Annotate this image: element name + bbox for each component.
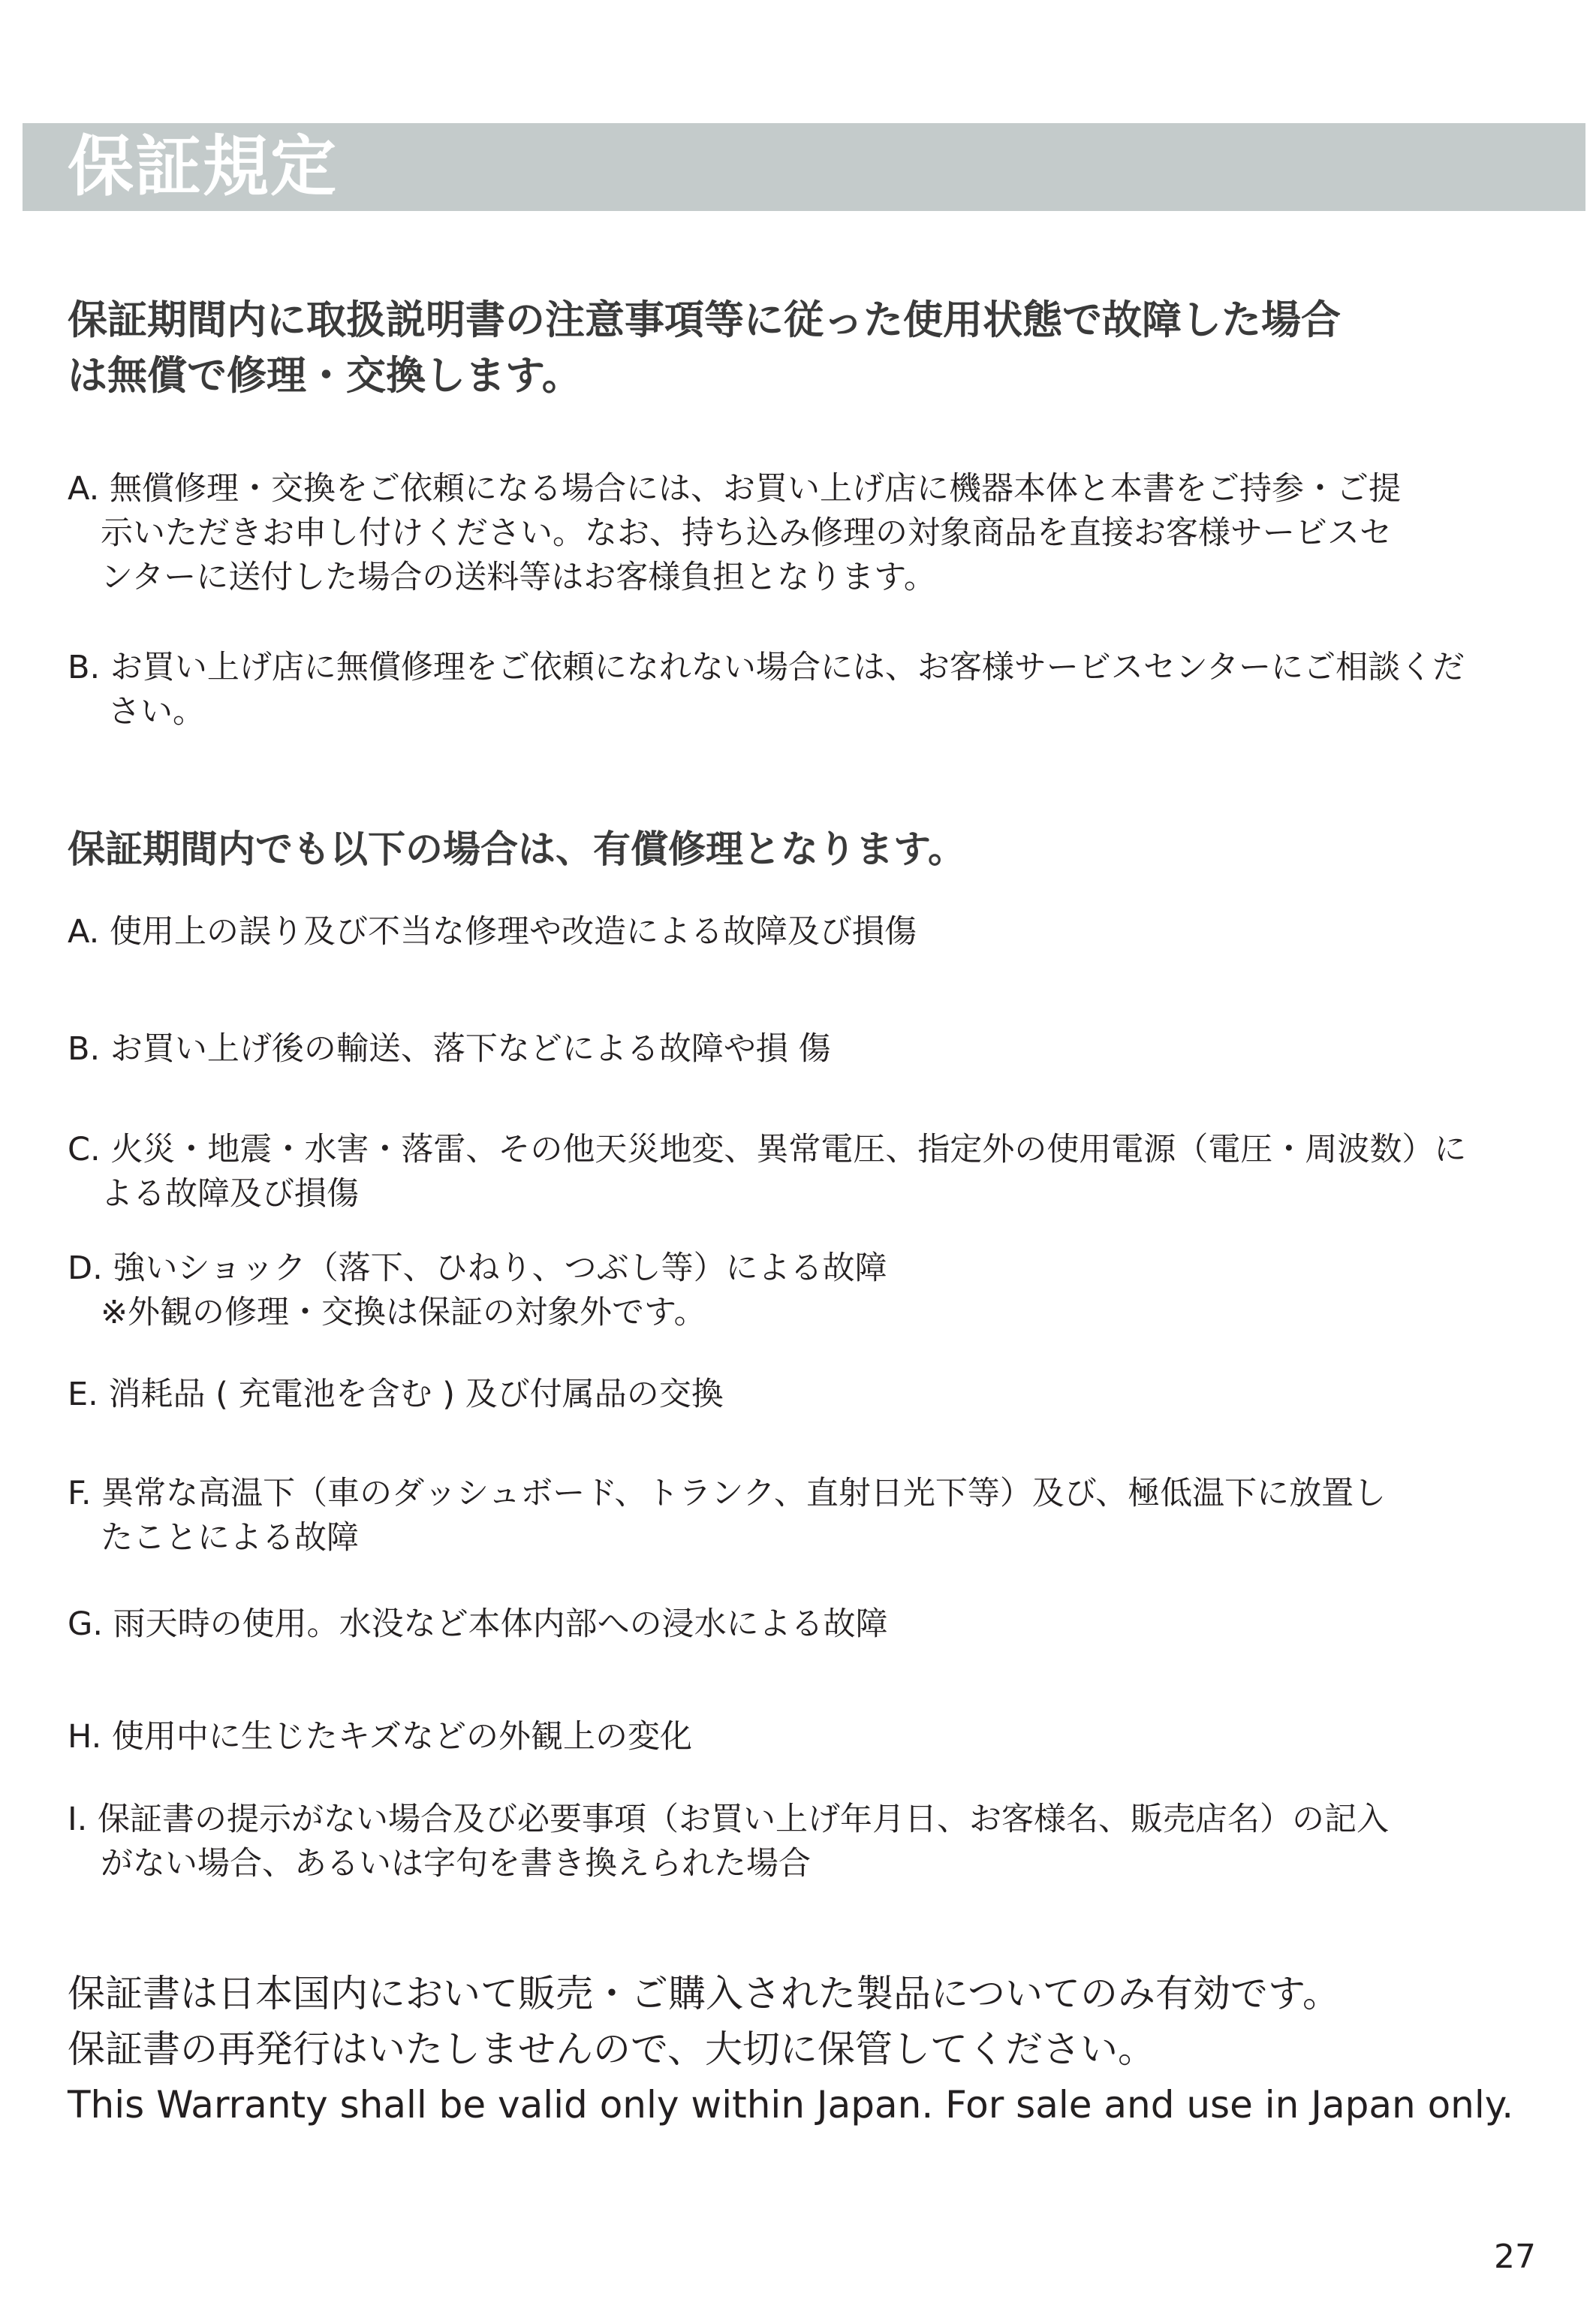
item-line: B. お買い上げ後の輸送、落下などによる故障や損 傷 <box>68 1030 831 1068</box>
paid-repair-item-a <box>68 910 1546 954</box>
free-repair-item-a <box>68 467 1546 600</box>
paid-repair-item-e <box>68 1373 1546 1417</box>
paid-repair-item-f <box>68 1472 1546 1560</box>
paid-repair-item-h <box>68 1715 1546 1759</box>
paid-repair-item-i <box>68 1798 1546 1886</box>
item-line: D. 強いショック（落下、ひねり、つぶし等）による故障 <box>68 1249 887 1287</box>
page-title: 保証規定 <box>68 128 339 205</box>
notice-line: 保証書は日本国内において販売・ご購入された製品についてのみ有効です。 <box>68 1972 1340 2015</box>
item-line: ※外観の修理・交換は保証の対象外です。 <box>101 1294 706 1331</box>
item-line: I. 保証書の提示がない場合及び必要事項（お買い上げ年月日、お客様名、販売店名）の記入 <box>68 1801 1390 1838</box>
item-line: たことによる故障 <box>101 1519 359 1557</box>
lead-text <box>68 293 1539 404</box>
notice-line: This Warranty shall be valid only within Japan. For sale and use in Japan only. <box>68 2083 1514 2127</box>
item-line: G. 雨天時の使用。水没など本体内部への浸水による故障 <box>68 1605 888 1643</box>
item-line: がない場合、あるいは字句を書き換えられた場合 <box>101 1845 811 1882</box>
item-line: さい。 <box>108 693 205 731</box>
free-repair-item-b <box>68 646 1546 734</box>
item-line: A. 使用上の誤り及び不当な修理や改造による故障及び損傷 <box>68 913 917 951</box>
item-line: 示いただきお申し付けください。なお、持ち込み修理の対象商品を直接お客様サービスセ <box>101 514 1392 552</box>
page-number: 27 <box>1494 2238 1536 2276</box>
paid-repair-heading: 保証期間内でも以下の場合は、有償修理となります。 <box>68 827 965 871</box>
notice-line: 保証書の再発行はいたしませんので、大切に保管してください。 <box>68 2027 1155 2071</box>
item-line: A. 無償修理・交換をご依頼になる場合には、お買い上げ店に機器本体と本書をご持参・ご提 <box>68 470 1401 508</box>
item-line: B. お買い上げ店に無償修理をご依頼になれない場合には、お客様サービスセンターにご相談くだ <box>68 649 1465 686</box>
item-line: H. 使用中に生じたキズなどの外観上の変化 <box>68 1718 693 1756</box>
item-line: C. 火災・地震・水害・落雷、その他天災地変、異常電圧、指定外の使用電源（電圧・周波数）に <box>68 1131 1467 1168</box>
paid-repair-item-b <box>68 1027 1546 1072</box>
item-line: よる故障及び損傷 <box>101 1175 359 1213</box>
lead-line: 保証期間内に取扱説明書の注意事項等に従った使用状態で故障した場合 <box>68 297 1341 343</box>
item-line: E. 消耗品 ( 充電池を含む ) 及び付属品の交換 <box>68 1376 724 1413</box>
title-bar <box>23 123 1585 211</box>
item-line: F. 異常な高温下（車のダッシュボード、トランク、直射日光下等）及び、極低温下に放置し <box>68 1475 1387 1512</box>
lead-line: は無償で修理・交換します。 <box>68 353 582 399</box>
validity-notice <box>68 1966 1554 2133</box>
paid-repair-item-g <box>68 1602 1546 1647</box>
paid-repair-item-c <box>68 1128 1546 1216</box>
paid-repair-item-d <box>68 1246 1546 1335</box>
item-line: ンターに送付した場合の送料等はお客様負担となります。 <box>101 559 936 596</box>
